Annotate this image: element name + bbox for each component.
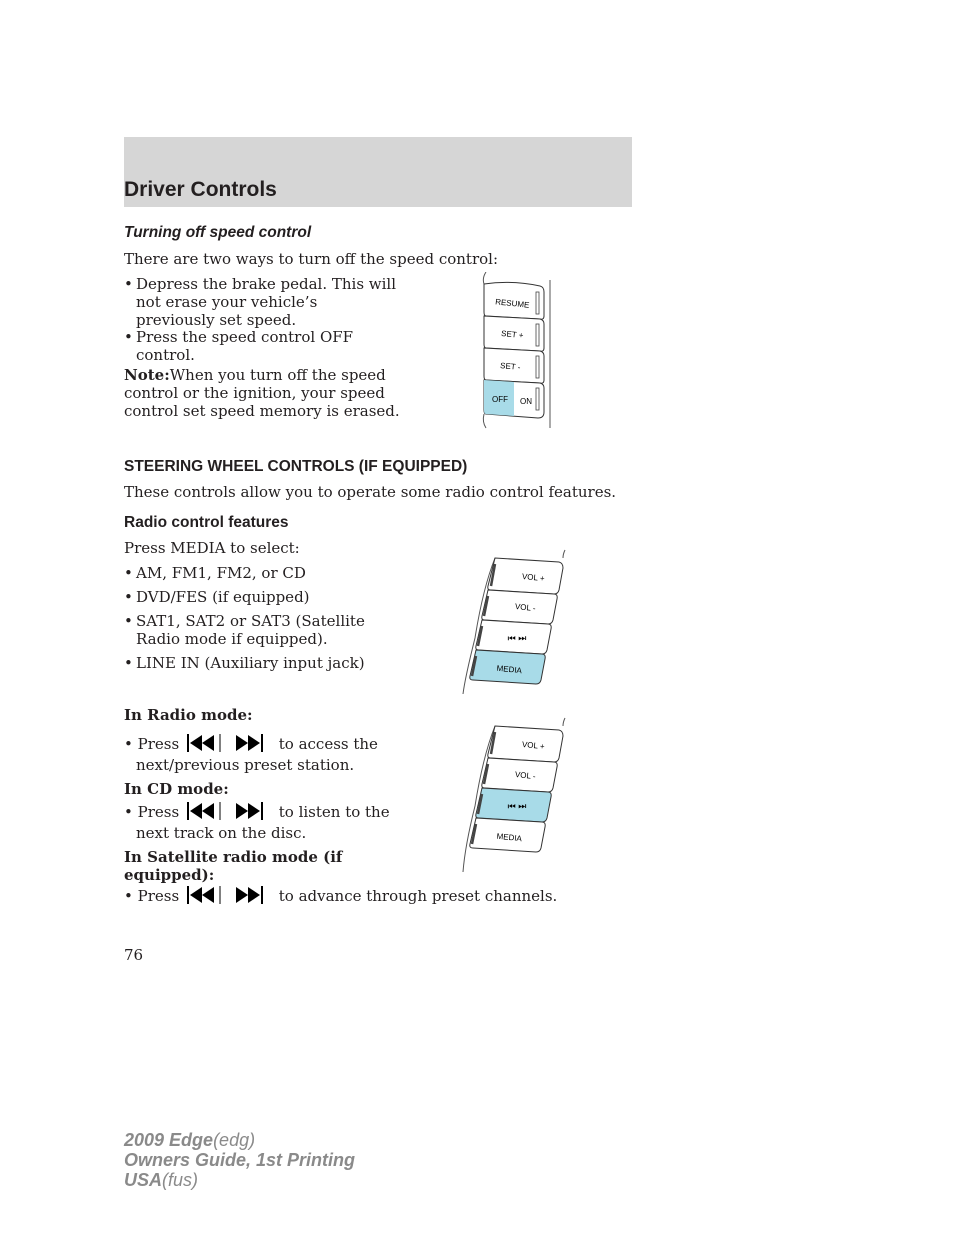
- set-plus-button: [484, 316, 544, 351]
- svg-text:SET -: SET -: [499, 360, 521, 373]
- steering-controls-diagram-media: [455, 548, 575, 698]
- footer-guide: Owners Guide, 1st Printing: [124, 1150, 356, 1170]
- cd-mode-item: • Press to listen to the: [124, 803, 390, 821]
- footer-region: USA: [124, 1170, 163, 1190]
- speed-control-intro: There are two ways to turn off the speed control:: [124, 250, 499, 268]
- list-item: • DVD/FES (if equipped): [124, 588, 310, 606]
- svg-text:RESUME: RESUME: [494, 297, 530, 310]
- sat-mode-heading: In Satellite radio mode (if equipped):: [124, 848, 343, 884]
- radio-features-heading: Radio control features: [124, 514, 289, 531]
- svg-text:MEDIA: MEDIA: [496, 831, 523, 844]
- seek-buttons-icon: [186, 802, 272, 820]
- svg-text:VOL -: VOL -: [514, 769, 536, 782]
- svg-text:⏮ ⏭: ⏮ ⏭: [507, 801, 527, 811]
- media-button: [470, 818, 545, 852]
- svg-text:ON: ON: [520, 397, 532, 406]
- speed-control-heading: Turning off speed control: [124, 224, 312, 241]
- cd-mode-text-2: next track on the disc.: [136, 824, 307, 842]
- list-item: • AM, FM1, FM2, or CD: [124, 564, 306, 582]
- note-label: Note:: [124, 366, 170, 384]
- steering-controls-heading: STEERING WHEEL CONTROLS (IF EQUIPPED): [124, 458, 468, 475]
- footer-region-code: (fus): [162, 1170, 199, 1190]
- radio-mode-heading: In Radio mode:: [124, 706, 253, 724]
- svg-text:OFF: OFF: [492, 395, 508, 404]
- list-item: • SAT1, SAT2 or SAT3 (Satellite Radio mode if equipped).: [124, 612, 365, 648]
- media-options-list: [124, 564, 424, 674]
- list-item: • Press the speed control OFF control.: [124, 328, 354, 364]
- footer-model: 2009 Edge: [124, 1130, 214, 1150]
- vol-minus-button: [482, 758, 557, 792]
- radio-mode-text-2: next/previous preset station.: [136, 756, 355, 774]
- set-minus-button: [484, 348, 544, 383]
- press-media-text: Press MEDIA to select:: [124, 539, 300, 557]
- vol-plus-button: [488, 726, 563, 762]
- radio-mode-item: • Press to access the: [124, 735, 378, 753]
- seek-buttons-icon: [186, 886, 272, 904]
- vol-minus-button: [482, 590, 557, 624]
- page-number: 76: [124, 946, 144, 964]
- media-button: [470, 650, 545, 684]
- steering-controls-diagram-seek: [455, 716, 575, 876]
- seek-buttons-icon: [186, 734, 272, 752]
- steering-controls-intro: These controls allow you to operate some radio control features.: [124, 483, 617, 501]
- seek-button: [476, 788, 551, 822]
- svg-text:⏮ ⏭: ⏮ ⏭: [507, 633, 527, 643]
- svg-text:VOL +: VOL +: [521, 571, 545, 584]
- svg-text:VOL -: VOL -: [514, 601, 536, 614]
- cd-mode-heading: In CD mode:: [124, 780, 229, 798]
- sat-mode-item: • Press to advance through preset channels.: [124, 887, 558, 905]
- speed-control-note: Note:When you turn off the speed control or the ignition, your speed control set speed memory is erased.: [124, 366, 400, 420]
- section-title: Driver Controls: [124, 178, 277, 201]
- resume-button: [484, 282, 544, 319]
- seek-button: [476, 620, 551, 654]
- vol-plus-button: [488, 558, 563, 594]
- document-footer: [124, 1130, 355, 1190]
- svg-text:VOL +: VOL +: [521, 739, 545, 752]
- footer-model-code: (edg): [213, 1130, 256, 1150]
- svg-text:MEDIA: MEDIA: [496, 663, 523, 676]
- list-item: • LINE IN (Auxiliary input jack): [124, 654, 365, 672]
- svg-text:SET +: SET +: [500, 328, 524, 341]
- list-item: • Depress the brake pedal. This will not erase your vehicle’s previously set speed.: [124, 275, 397, 329]
- off-on-button: [484, 380, 544, 418]
- speed-control-buttons-diagram: [472, 272, 562, 430]
